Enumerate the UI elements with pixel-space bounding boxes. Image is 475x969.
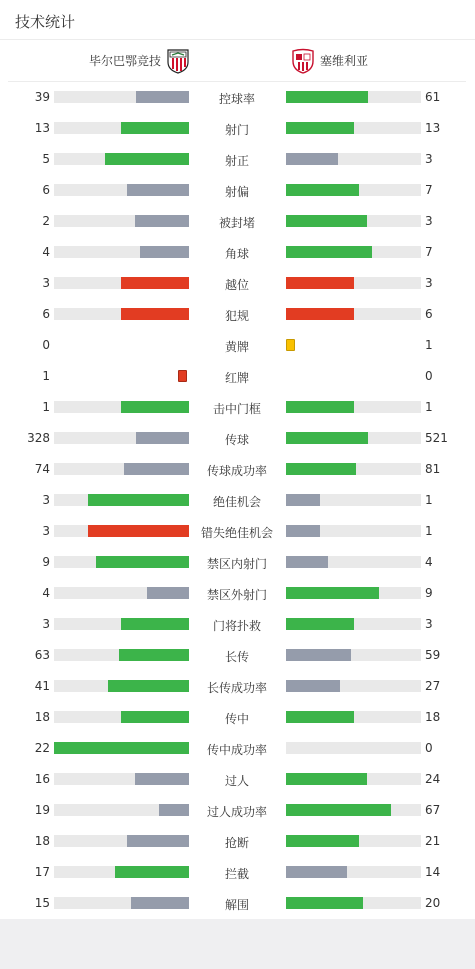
home-bar-fill <box>119 649 189 661</box>
stat-row <box>0 640 475 671</box>
away-bar-fill <box>286 401 354 413</box>
stat-label: 传中成功率 <box>206 743 267 757</box>
home-value: 17 <box>34 865 50 879</box>
home-bar-fill <box>105 153 189 165</box>
home-bar-track <box>54 401 189 413</box>
stat-label: 门将扑救 <box>212 619 261 633</box>
away-bar-track <box>286 897 421 909</box>
stat-label: 传球成功率 <box>206 464 267 478</box>
home-value: 16 <box>34 772 50 786</box>
home-bar-fill <box>121 308 189 320</box>
home-bar-track <box>54 91 189 103</box>
home-value: 39 <box>34 90 50 104</box>
home-bar-fill <box>136 432 189 444</box>
away-bar-track <box>286 649 421 661</box>
away-value: 81 <box>425 462 441 476</box>
home-value: 18 <box>34 834 50 848</box>
away-value: 521 <box>425 431 448 445</box>
home-bar-track <box>54 215 189 227</box>
home-bar-fill <box>54 742 189 754</box>
stat-label: 拦截 <box>224 867 249 881</box>
page-title: 技术统计 <box>15 13 76 31</box>
home-bar-track <box>54 277 189 289</box>
away-bar-track <box>286 215 421 227</box>
away-bar-fill <box>286 246 372 258</box>
stats-list <box>0 82 475 919</box>
teams-header <box>8 40 466 82</box>
away-bar-track <box>286 308 421 320</box>
away-bar-fill <box>286 463 356 475</box>
home-bar-fill <box>88 494 189 506</box>
stat-label: 禁区内射门 <box>206 557 267 571</box>
away-bar-track <box>286 401 421 413</box>
sevilla-crest-icon <box>291 48 315 74</box>
stat-row <box>0 795 475 826</box>
home-bar-fill <box>159 804 189 816</box>
home-bar-track <box>54 432 189 444</box>
home-bar-fill <box>115 866 189 878</box>
stat-row <box>0 733 475 764</box>
home-bar-track <box>54 556 189 568</box>
home-value: 1 <box>42 369 50 383</box>
away-bar-track <box>286 587 421 599</box>
home-bar-fill <box>136 91 189 103</box>
stat-label: 绝佳机会 <box>212 495 261 509</box>
stat-row <box>0 330 475 361</box>
home-bar-track <box>54 184 189 196</box>
away-value: 7 <box>425 183 433 197</box>
stat-label: 解围 <box>224 898 249 912</box>
home-bar-track <box>54 649 189 661</box>
away-bar-track <box>286 556 421 568</box>
away-value: 18 <box>425 710 441 724</box>
home-value: 22 <box>34 741 50 755</box>
stat-row <box>0 516 475 547</box>
stat-row <box>0 144 475 175</box>
home-bar-track <box>54 680 189 692</box>
away-bar-fill <box>286 587 379 599</box>
away-bar-fill <box>286 773 367 785</box>
home-bar-track <box>54 587 189 599</box>
home-value: 9 <box>42 555 50 569</box>
home-value: 4 <box>42 586 50 600</box>
away-bar-fill <box>286 277 354 289</box>
away-bar-track <box>286 742 421 754</box>
stat-row <box>0 82 475 113</box>
away-value: 1 <box>425 524 433 538</box>
stat-row <box>0 454 475 485</box>
away-value: 6 <box>425 307 433 321</box>
athletic-bilbao-crest-icon <box>166 48 190 74</box>
stat-row <box>0 671 475 702</box>
away-value: 1 <box>425 493 433 507</box>
home-value: 328 <box>27 431 50 445</box>
stat-label: 被封堵 <box>218 216 255 230</box>
home-value: 5 <box>42 152 50 166</box>
home-bar-track <box>54 122 189 134</box>
home-bar-fill <box>124 463 189 475</box>
home-value: 13 <box>34 121 50 135</box>
away-bar-fill <box>286 494 320 506</box>
home-bar-track <box>54 804 189 816</box>
home-value: 18 <box>34 710 50 724</box>
home-bar-track <box>54 773 189 785</box>
away-value: 27 <box>425 679 441 693</box>
stat-label: 角球 <box>224 247 249 261</box>
away-bar-fill <box>286 153 338 165</box>
stat-row <box>0 392 475 423</box>
away-bar-track <box>286 773 421 785</box>
away-bar-track <box>286 246 421 258</box>
home-bar-fill <box>121 277 189 289</box>
away-value: 1 <box>425 400 433 414</box>
stat-label: 过人成功率 <box>206 805 267 819</box>
home-value: 6 <box>42 183 50 197</box>
home-bar-track <box>54 308 189 320</box>
home-value: 0 <box>42 338 50 352</box>
home-bar-track <box>54 618 189 630</box>
away-bar-fill <box>286 897 363 909</box>
home-bar-fill <box>96 556 189 568</box>
away-bar-track <box>286 711 421 723</box>
home-bar-track <box>54 742 189 754</box>
home-bar-fill <box>121 401 189 413</box>
header <box>0 0 475 40</box>
home-value: 2 <box>42 214 50 228</box>
away-team-name: 塞维利亚 <box>320 54 369 68</box>
away-bar-fill <box>286 649 351 661</box>
away-value: 3 <box>425 152 433 166</box>
stat-row <box>0 175 475 206</box>
yellow-card-icon <box>286 339 295 351</box>
stat-label: 禁区外射门 <box>206 588 267 602</box>
home-value: 6 <box>42 307 50 321</box>
home-value: 3 <box>42 493 50 507</box>
away-value: 3 <box>425 617 433 631</box>
home-bar-track <box>54 525 189 537</box>
away-value: 1 <box>425 338 433 352</box>
away-bar-track <box>286 184 421 196</box>
home-bar-track <box>54 711 189 723</box>
away-bar-fill <box>286 556 328 568</box>
stat-row <box>0 547 475 578</box>
away-bar-fill <box>286 525 320 537</box>
stat-row <box>0 888 475 919</box>
stat-row <box>0 609 475 640</box>
stat-label: 控球率 <box>218 92 255 106</box>
stat-row <box>0 826 475 857</box>
away-bar-fill <box>286 432 368 444</box>
away-value: 14 <box>425 865 441 879</box>
away-bar-track <box>286 618 421 630</box>
home-bar-fill <box>88 525 189 537</box>
away-bar-track <box>286 153 421 165</box>
away-bar-track <box>286 866 421 878</box>
home-value: 4 <box>42 245 50 259</box>
home-bar-fill <box>121 618 189 630</box>
stat-label: 抢断 <box>224 836 249 850</box>
away-team[interactable] <box>291 40 368 81</box>
home-team-name: 毕尔巴鄂竞技 <box>88 54 161 68</box>
home-value: 63 <box>34 648 50 662</box>
away-bar-fill <box>286 215 367 227</box>
away-value: 9 <box>425 586 433 600</box>
stat-row <box>0 268 475 299</box>
stat-label: 射门 <box>224 123 249 137</box>
away-value: 20 <box>425 896 441 910</box>
away-value: 3 <box>425 276 433 290</box>
home-bar-fill <box>108 680 189 692</box>
home-bar-fill <box>135 773 189 785</box>
away-bar-fill <box>286 618 354 630</box>
away-value: 59 <box>425 648 441 662</box>
red-card-icon <box>178 370 187 382</box>
away-value: 4 <box>425 555 433 569</box>
stat-row <box>0 578 475 609</box>
home-bar-fill <box>131 897 189 909</box>
away-bar-track <box>286 432 421 444</box>
away-bar-fill <box>286 184 359 196</box>
away-bar-fill <box>286 308 354 320</box>
stat-label: 射偏 <box>224 185 249 199</box>
home-bar-track <box>54 153 189 165</box>
stat-label: 传球 <box>224 433 249 447</box>
home-bar-track <box>54 463 189 475</box>
away-bar-track <box>286 804 421 816</box>
away-value: 67 <box>425 803 441 817</box>
home-bar-fill <box>127 835 189 847</box>
stat-label: 传中 <box>224 712 249 726</box>
away-value: 3 <box>425 214 433 228</box>
stat-row <box>0 237 475 268</box>
home-bar-track <box>54 246 189 258</box>
away-bar-fill <box>286 91 368 103</box>
away-value: 0 <box>425 741 433 755</box>
away-value: 61 <box>425 90 441 104</box>
home-bar-fill <box>121 122 189 134</box>
stat-label: 红牌 <box>224 371 249 385</box>
home-value: 19 <box>34 803 50 817</box>
stat-row <box>0 702 475 733</box>
away-bar-track <box>286 680 421 692</box>
stat-row <box>0 485 475 516</box>
away-bar-fill <box>286 804 391 816</box>
home-bar-fill <box>121 711 189 723</box>
home-bar-fill <box>127 184 189 196</box>
home-bar-fill <box>140 246 189 258</box>
home-value: 41 <box>34 679 50 693</box>
home-bar-track <box>54 897 189 909</box>
stat-label: 长传 <box>224 650 249 664</box>
home-value: 1 <box>42 400 50 414</box>
home-bar-fill <box>135 215 189 227</box>
away-bar-track <box>286 122 421 134</box>
stat-label: 黄牌 <box>224 340 249 354</box>
away-bar-track <box>286 525 421 537</box>
home-value: 74 <box>34 462 50 476</box>
away-bar-fill <box>286 122 354 134</box>
away-bar-track <box>286 835 421 847</box>
stat-label: 射正 <box>224 154 249 168</box>
stat-row <box>0 113 475 144</box>
away-bar-track <box>286 463 421 475</box>
away-value: 24 <box>425 772 441 786</box>
stat-row <box>0 423 475 454</box>
away-bar-track <box>286 277 421 289</box>
home-value: 3 <box>42 276 50 290</box>
stat-label: 错失绝佳机会 <box>200 526 273 540</box>
home-bar-track <box>54 835 189 847</box>
away-value: 7 <box>425 245 433 259</box>
home-team[interactable] <box>89 40 190 81</box>
stat-row <box>0 361 475 392</box>
stat-row <box>0 764 475 795</box>
home-value: 3 <box>42 524 50 538</box>
away-bar-fill <box>286 866 347 878</box>
stat-label: 犯规 <box>224 309 249 323</box>
away-bar-fill <box>286 711 354 723</box>
stat-row <box>0 857 475 888</box>
stat-label: 击中门框 <box>212 402 261 416</box>
home-bar-track <box>54 866 189 878</box>
home-value: 3 <box>42 617 50 631</box>
away-value: 0 <box>425 369 433 383</box>
away-bar-fill <box>286 680 340 692</box>
stat-row <box>0 299 475 330</box>
home-value: 15 <box>34 896 50 910</box>
stat-label: 长传成功率 <box>206 681 267 695</box>
away-value: 13 <box>425 121 441 135</box>
away-value: 21 <box>425 834 441 848</box>
home-bar-track <box>54 494 189 506</box>
home-bar-fill <box>147 587 189 599</box>
stat-row <box>0 206 475 237</box>
away-bar-track <box>286 91 421 103</box>
away-bar-track <box>286 494 421 506</box>
stat-label: 过人 <box>224 774 249 788</box>
stat-label: 越位 <box>224 278 249 292</box>
away-bar-fill <box>286 835 359 847</box>
